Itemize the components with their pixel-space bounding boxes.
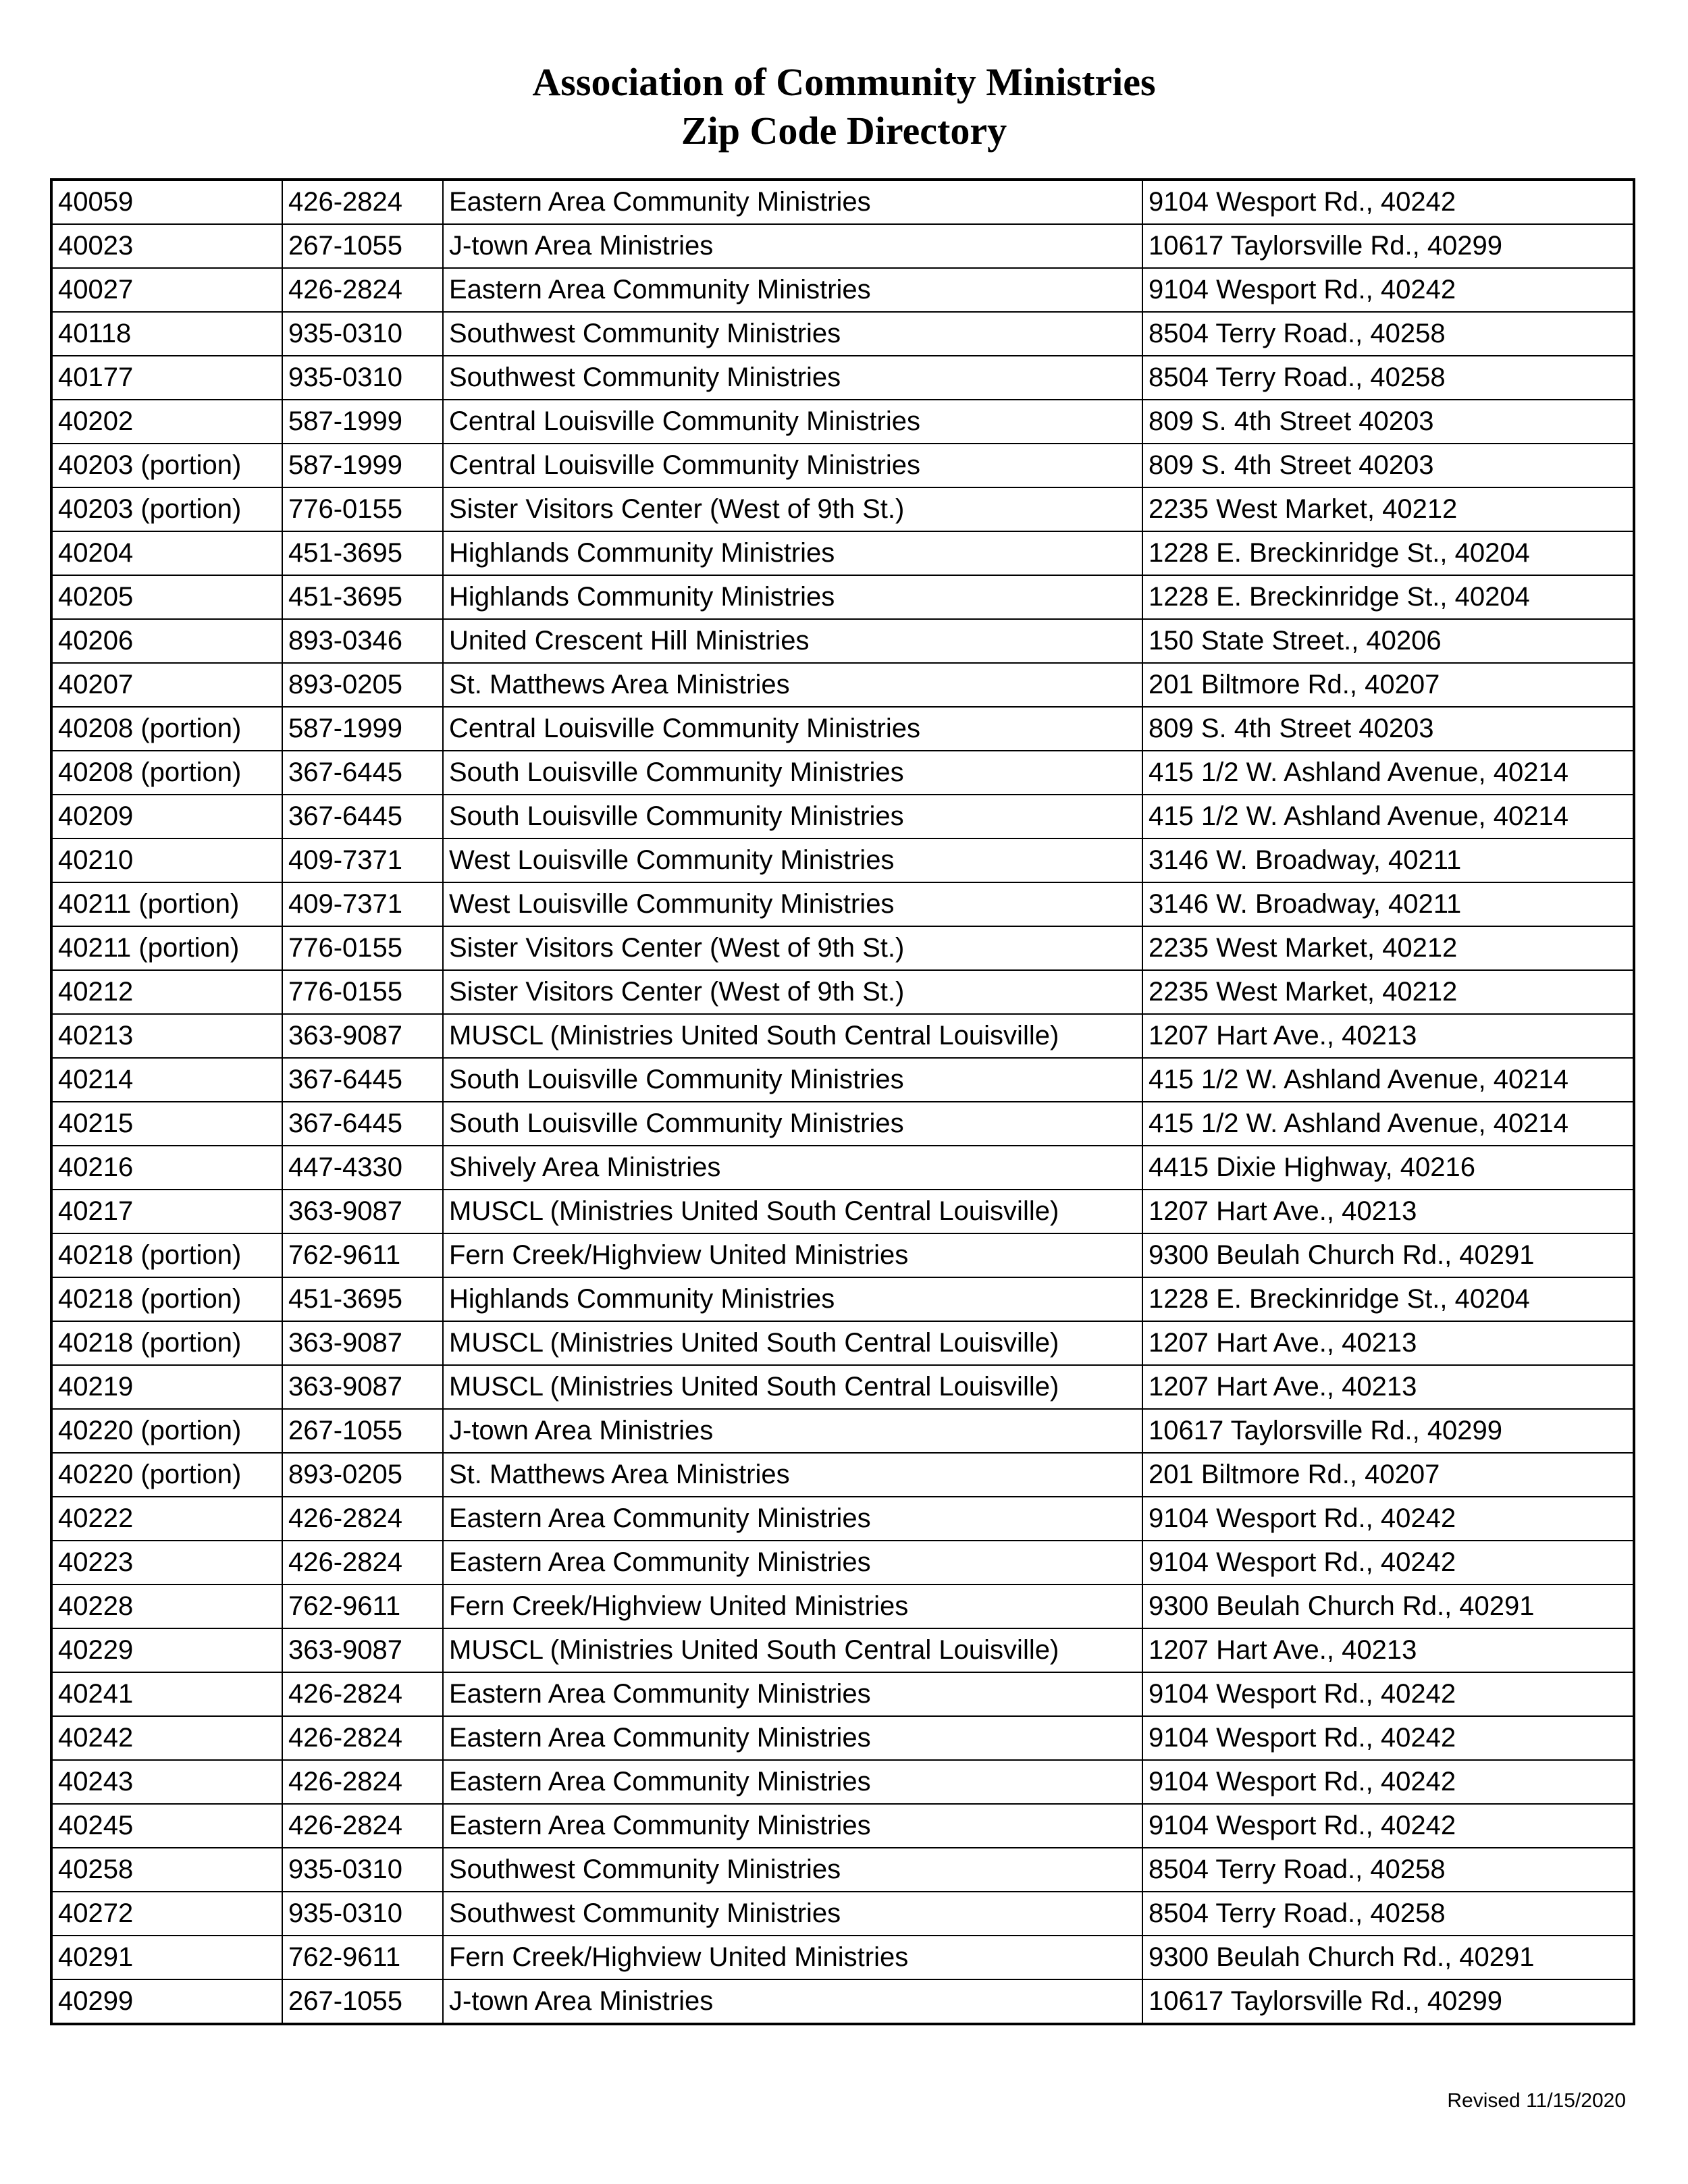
table-row	[51, 268, 1634, 312]
table-row	[51, 707, 1634, 751]
zip-code-cell: 40299	[51, 1979, 282, 2024]
zip-code-cell: 40059	[51, 180, 282, 224]
ministry-name-cell: West Louisville Community Ministries	[443, 882, 1142, 926]
ministry-name-cell: Southwest Community Ministries	[443, 1848, 1142, 1892]
ministry-name-cell: Eastern Area Community Ministries	[443, 1804, 1142, 1848]
phone-cell: 267-1055	[282, 1979, 443, 2024]
phone-cell: 447-4330	[282, 1146, 443, 1190]
ministry-name-cell: MUSCL (Ministries United South Central Louisville)	[443, 1014, 1142, 1058]
address-cell: 8504 Terry Road., 40258	[1142, 1848, 1634, 1892]
address-cell: 9300 Beulah Church Rd., 40291	[1142, 1936, 1634, 1979]
table-row	[51, 1584, 1634, 1628]
zip-code-cell: 40177	[51, 356, 282, 400]
table-row	[51, 444, 1634, 487]
address-cell: 9104 Wesport Rd., 40242	[1142, 1672, 1634, 1716]
page-title	[0, 58, 1688, 155]
ministry-name-cell: St. Matthews Area Ministries	[443, 1453, 1142, 1497]
phone-cell: 426-2824	[282, 1672, 443, 1716]
address-cell: 1207 Hart Ave., 40213	[1142, 1321, 1634, 1365]
table-row	[51, 1716, 1634, 1760]
table-row	[51, 1497, 1634, 1541]
phone-cell: 409-7371	[282, 882, 443, 926]
address-cell: 201 Biltmore Rd., 40207	[1142, 663, 1634, 707]
zip-code-cell: 40211 (portion)	[51, 926, 282, 970]
ministry-name-cell: J-town Area Ministries	[443, 1409, 1142, 1453]
zip-code-cell: 40209	[51, 795, 282, 838]
zip-code-cell: 40242	[51, 1716, 282, 1760]
phone-cell: 587-1999	[282, 444, 443, 487]
phone-cell: 363-9087	[282, 1365, 443, 1409]
zip-code-cell: 40219	[51, 1365, 282, 1409]
zip-code-cell: 40204	[51, 531, 282, 575]
table-row	[51, 663, 1634, 707]
ministry-name-cell: Fern Creek/Highview United Ministries	[443, 1936, 1142, 1979]
address-cell: 8504 Terry Road., 40258	[1142, 356, 1634, 400]
zip-code-cell: 40243	[51, 1760, 282, 1804]
ministry-name-cell: MUSCL (Ministries United South Central Louisville)	[443, 1628, 1142, 1672]
ministry-name-cell: Sister Visitors Center (West of 9th St.)	[443, 926, 1142, 970]
zip-code-cell: 40228	[51, 1584, 282, 1628]
phone-cell: 367-6445	[282, 751, 443, 795]
phone-cell: 267-1055	[282, 224, 443, 268]
address-cell: 1228 E. Breckinridge St., 40204	[1142, 531, 1634, 575]
table-row	[51, 531, 1634, 575]
address-cell: 809 S. 4th Street 40203	[1142, 444, 1634, 487]
zip-code-cell: 40229	[51, 1628, 282, 1672]
phone-cell: 893-0205	[282, 1453, 443, 1497]
phone-cell: 426-2824	[282, 1804, 443, 1848]
table-row	[51, 1233, 1634, 1277]
ministry-name-cell: Eastern Area Community Ministries	[443, 268, 1142, 312]
table-row	[51, 312, 1634, 356]
zip-code-cell: 40218 (portion)	[51, 1321, 282, 1365]
phone-cell: 762-9611	[282, 1233, 443, 1277]
table-row	[51, 1936, 1634, 1979]
phone-cell: 762-9611	[282, 1584, 443, 1628]
ministry-name-cell: Sister Visitors Center (West of 9th St.)	[443, 487, 1142, 531]
address-cell: 415 1/2 W. Ashland Avenue, 40214	[1142, 1058, 1634, 1102]
phone-cell: 426-2824	[282, 268, 443, 312]
ministry-name-cell: Fern Creek/Highview United Ministries	[443, 1584, 1142, 1628]
table-row	[51, 1672, 1634, 1716]
table-row	[51, 882, 1634, 926]
table-row	[51, 1321, 1634, 1365]
zip-code-cell: 40272	[51, 1892, 282, 1936]
address-cell: 1207 Hart Ave., 40213	[1142, 1365, 1634, 1409]
ministry-name-cell: Eastern Area Community Ministries	[443, 1716, 1142, 1760]
table-row	[51, 1058, 1634, 1102]
phone-cell: 363-9087	[282, 1321, 443, 1365]
ministry-name-cell: Southwest Community Ministries	[443, 312, 1142, 356]
phone-cell: 363-9087	[282, 1014, 443, 1058]
zip-code-cell: 40023	[51, 224, 282, 268]
phone-cell: 409-7371	[282, 838, 443, 882]
zip-code-cell: 40223	[51, 1541, 282, 1584]
table-row	[51, 575, 1634, 619]
table-row	[51, 1014, 1634, 1058]
ministry-name-cell: Highlands Community Ministries	[443, 531, 1142, 575]
zip-code-cell: 40203 (portion)	[51, 444, 282, 487]
directory-table-body	[51, 180, 1634, 2024]
phone-cell: 935-0310	[282, 1848, 443, 1892]
table-row	[51, 838, 1634, 882]
ministry-name-cell: MUSCL (Ministries United South Central Louisville)	[443, 1365, 1142, 1409]
zip-code-cell: 40258	[51, 1848, 282, 1892]
table-row	[51, 1190, 1634, 1233]
address-cell: 2235 West Market, 40212	[1142, 970, 1634, 1014]
address-cell: 2235 West Market, 40212	[1142, 926, 1634, 970]
zip-code-directory-table	[50, 178, 1635, 2025]
table-row	[51, 795, 1634, 838]
address-cell: 9300 Beulah Church Rd., 40291	[1142, 1584, 1634, 1628]
ministry-name-cell: Eastern Area Community Ministries	[443, 1760, 1142, 1804]
zip-code-cell: 40245	[51, 1804, 282, 1848]
phone-cell: 776-0155	[282, 970, 443, 1014]
phone-cell: 426-2824	[282, 1541, 443, 1584]
zip-code-cell: 40207	[51, 663, 282, 707]
ministry-name-cell: Southwest Community Ministries	[443, 356, 1142, 400]
zip-code-cell: 40220 (portion)	[51, 1453, 282, 1497]
table-row	[51, 1760, 1634, 1804]
ministry-name-cell: Central Louisville Community Ministries	[443, 707, 1142, 751]
phone-cell: 935-0310	[282, 356, 443, 400]
phone-cell: 426-2824	[282, 180, 443, 224]
table-row	[51, 1541, 1634, 1584]
address-cell: 3146 W. Broadway, 40211	[1142, 838, 1634, 882]
phone-cell: 776-0155	[282, 926, 443, 970]
phone-cell: 935-0310	[282, 312, 443, 356]
ministry-name-cell: Central Louisville Community Ministries	[443, 444, 1142, 487]
address-cell: 4415 Dixie Highway, 40216	[1142, 1146, 1634, 1190]
zip-code-cell: 40291	[51, 1936, 282, 1979]
zip-code-cell: 40214	[51, 1058, 282, 1102]
zip-code-cell: 40213	[51, 1014, 282, 1058]
table-row	[51, 1453, 1634, 1497]
zip-code-cell: 40205	[51, 575, 282, 619]
zip-code-cell: 40218 (portion)	[51, 1233, 282, 1277]
phone-cell: 776-0155	[282, 487, 443, 531]
table-row	[51, 356, 1634, 400]
ministry-name-cell: Highlands Community Ministries	[443, 1277, 1142, 1321]
ministry-name-cell: South Louisville Community Ministries	[443, 1102, 1142, 1146]
address-cell: 1207 Hart Ave., 40213	[1142, 1014, 1634, 1058]
address-cell: 10617 Taylorsville Rd., 40299	[1142, 1409, 1634, 1453]
zip-code-cell: 40241	[51, 1672, 282, 1716]
zip-code-cell: 40027	[51, 268, 282, 312]
address-cell: 10617 Taylorsville Rd., 40299	[1142, 224, 1634, 268]
zip-code-cell: 40217	[51, 1190, 282, 1233]
zip-code-cell: 40211 (portion)	[51, 882, 282, 926]
zip-code-cell: 40216	[51, 1146, 282, 1190]
table-row	[51, 926, 1634, 970]
address-cell: 201 Biltmore Rd., 40207	[1142, 1453, 1634, 1497]
address-cell: 9104 Wesport Rd., 40242	[1142, 268, 1634, 312]
table-row	[51, 1365, 1634, 1409]
address-cell: 415 1/2 W. Ashland Avenue, 40214	[1142, 795, 1634, 838]
table-row	[51, 1979, 1634, 2024]
zip-code-cell: 40218 (portion)	[51, 1277, 282, 1321]
zip-code-cell: 40208 (portion)	[51, 707, 282, 751]
ministry-name-cell: Fern Creek/Highview United Ministries	[443, 1233, 1142, 1277]
title-line-1: Association of Community Ministries	[532, 60, 1156, 104]
phone-cell: 363-9087	[282, 1190, 443, 1233]
table-row	[51, 1848, 1634, 1892]
ministry-name-cell: Shively Area Ministries	[443, 1146, 1142, 1190]
address-cell: 10617 Taylorsville Rd., 40299	[1142, 1979, 1634, 2024]
table-row	[51, 1409, 1634, 1453]
phone-cell: 935-0310	[282, 1892, 443, 1936]
address-cell: 809 S. 4th Street 40203	[1142, 400, 1634, 444]
address-cell: 415 1/2 W. Ashland Avenue, 40214	[1142, 751, 1634, 795]
table-row	[51, 1102, 1634, 1146]
address-cell: 9300 Beulah Church Rd., 40291	[1142, 1233, 1634, 1277]
revised-date: Revised 11/15/2020	[1447, 2089, 1626, 2112]
table-row	[51, 1628, 1634, 1672]
ministry-name-cell: Eastern Area Community Ministries	[443, 1672, 1142, 1716]
table-row	[51, 1277, 1634, 1321]
phone-cell: 367-6445	[282, 1058, 443, 1102]
address-cell: 150 State Street., 40206	[1142, 619, 1634, 663]
ministry-name-cell: Southwest Community Ministries	[443, 1892, 1142, 1936]
ministry-name-cell: Eastern Area Community Ministries	[443, 180, 1142, 224]
ministry-name-cell: West Louisville Community Ministries	[443, 838, 1142, 882]
address-cell: 9104 Wesport Rd., 40242	[1142, 1804, 1634, 1848]
phone-cell: 893-0205	[282, 663, 443, 707]
zip-code-cell: 40215	[51, 1102, 282, 1146]
zip-code-cell: 40208 (portion)	[51, 751, 282, 795]
phone-cell: 893-0346	[282, 619, 443, 663]
phone-cell: 587-1999	[282, 707, 443, 751]
zip-code-cell: 40203 (portion)	[51, 487, 282, 531]
zip-code-cell: 40202	[51, 400, 282, 444]
table-row	[51, 970, 1634, 1014]
table-row	[51, 400, 1634, 444]
ministry-name-cell: MUSCL (Ministries United South Central Louisville)	[443, 1321, 1142, 1365]
table-row	[51, 751, 1634, 795]
zip-code-cell: 40206	[51, 619, 282, 663]
phone-cell: 451-3695	[282, 1277, 443, 1321]
ministry-name-cell: Eastern Area Community Ministries	[443, 1497, 1142, 1541]
ministry-name-cell: J-town Area Ministries	[443, 224, 1142, 268]
table-row	[51, 487, 1634, 531]
address-cell: 3146 W. Broadway, 40211	[1142, 882, 1634, 926]
address-cell: 9104 Wesport Rd., 40242	[1142, 1497, 1634, 1541]
address-cell: 8504 Terry Road., 40258	[1142, 1892, 1634, 1936]
address-cell: 9104 Wesport Rd., 40242	[1142, 1541, 1634, 1584]
address-cell: 9104 Wesport Rd., 40242	[1142, 180, 1634, 224]
phone-cell: 451-3695	[282, 575, 443, 619]
phone-cell: 367-6445	[282, 795, 443, 838]
zip-code-cell: 40212	[51, 970, 282, 1014]
phone-cell: 762-9611	[282, 1936, 443, 1979]
address-cell: 9104 Wesport Rd., 40242	[1142, 1760, 1634, 1804]
zip-code-cell: 40118	[51, 312, 282, 356]
table-row	[51, 224, 1634, 268]
phone-cell: 367-6445	[282, 1102, 443, 1146]
phone-cell: 363-9087	[282, 1628, 443, 1672]
ministry-name-cell: St. Matthews Area Ministries	[443, 663, 1142, 707]
table-row	[51, 1892, 1634, 1936]
address-cell: 1207 Hart Ave., 40213	[1142, 1190, 1634, 1233]
address-cell: 8504 Terry Road., 40258	[1142, 312, 1634, 356]
ministry-name-cell: South Louisville Community Ministries	[443, 751, 1142, 795]
table-row	[51, 619, 1634, 663]
phone-cell: 426-2824	[282, 1497, 443, 1541]
ministry-name-cell: Sister Visitors Center (West of 9th St.)	[443, 970, 1142, 1014]
zip-code-cell: 40222	[51, 1497, 282, 1541]
table-row	[51, 1804, 1634, 1848]
address-cell: 2235 West Market, 40212	[1142, 487, 1634, 531]
phone-cell: 426-2824	[282, 1716, 443, 1760]
ministry-name-cell: United Crescent Hill Ministries	[443, 619, 1142, 663]
ministry-name-cell: J-town Area Ministries	[443, 1979, 1142, 2024]
title-line-2: Zip Code Directory	[681, 109, 1007, 153]
ministry-name-cell: South Louisville Community Ministries	[443, 1058, 1142, 1102]
zip-code-cell: 40220 (portion)	[51, 1409, 282, 1453]
ministry-name-cell: Central Louisville Community Ministries	[443, 400, 1142, 444]
address-cell: 1228 E. Breckinridge St., 40204	[1142, 1277, 1634, 1321]
address-cell: 9104 Wesport Rd., 40242	[1142, 1716, 1634, 1760]
phone-cell: 451-3695	[282, 531, 443, 575]
ministry-name-cell: South Louisville Community Ministries	[443, 795, 1142, 838]
address-cell: 1207 Hart Ave., 40213	[1142, 1628, 1634, 1672]
address-cell: 415 1/2 W. Ashland Avenue, 40214	[1142, 1102, 1634, 1146]
ministry-name-cell: MUSCL (Ministries United South Central Louisville)	[443, 1190, 1142, 1233]
ministry-name-cell: Eastern Area Community Ministries	[443, 1541, 1142, 1584]
address-cell: 809 S. 4th Street 40203	[1142, 707, 1634, 751]
phone-cell: 426-2824	[282, 1760, 443, 1804]
address-cell: 1228 E. Breckinridge St., 40204	[1142, 575, 1634, 619]
phone-cell: 587-1999	[282, 400, 443, 444]
table-row	[51, 1146, 1634, 1190]
zip-code-cell: 40210	[51, 838, 282, 882]
phone-cell: 267-1055	[282, 1409, 443, 1453]
ministry-name-cell: Highlands Community Ministries	[443, 575, 1142, 619]
table-row	[51, 180, 1634, 224]
